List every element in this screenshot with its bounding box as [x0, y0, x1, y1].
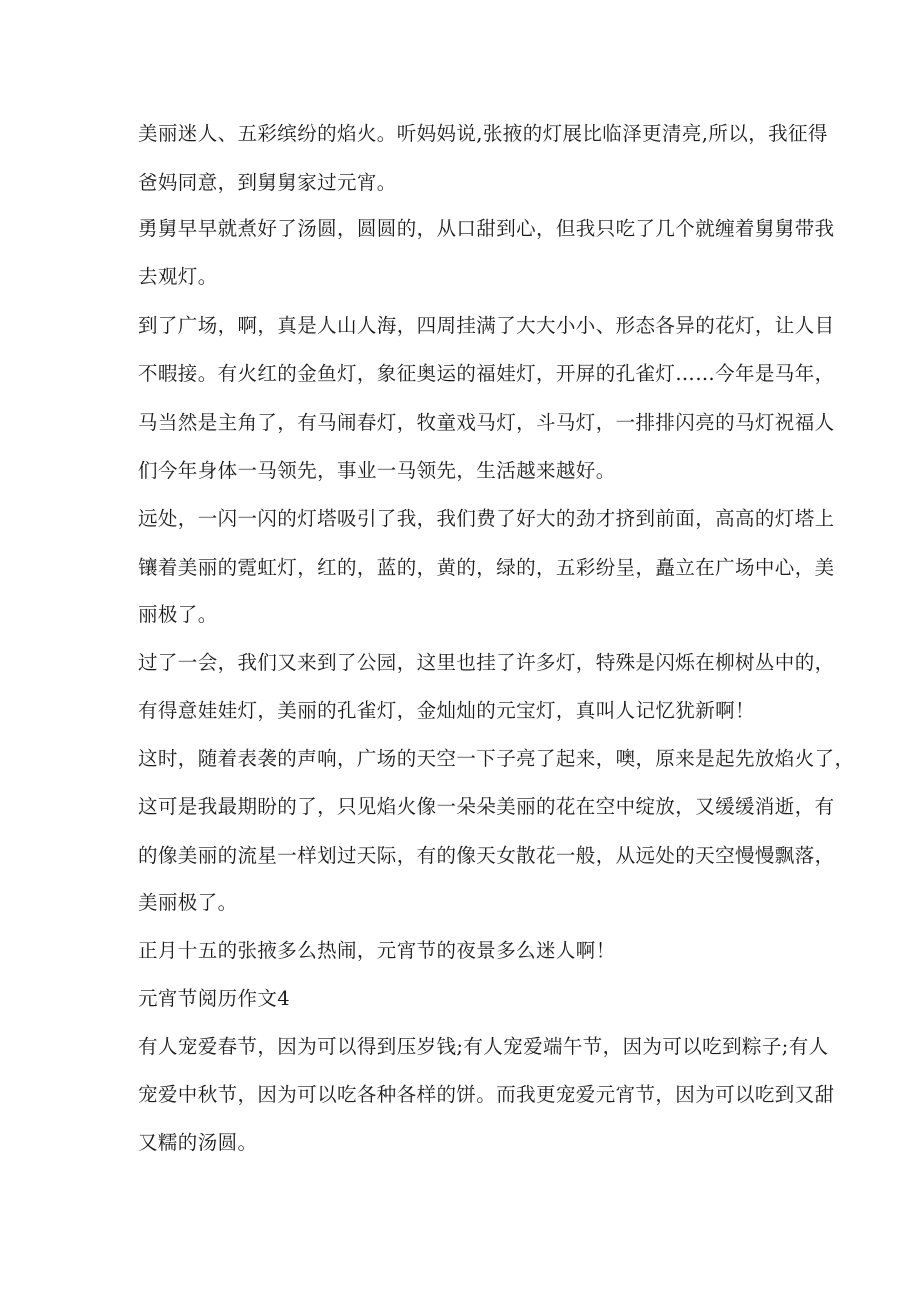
text-line: 美丽极了。 — [138, 891, 238, 914]
text-line: 爸妈同意，到舅舅家过元宵。 — [138, 171, 397, 194]
text-line: 马当然是主角了，有马闹春灯，牧童戏马灯，斗马灯，一排排闪亮的马灯祝福人 — [138, 411, 835, 434]
text-line: 不暇接。有火红的金鱼灯，象征奥运的福娃灯，开屏的孔雀灯……今年是马年， — [138, 362, 835, 385]
text-line: 这可是我最期盼的了，只见焰火像一朵朵美丽的花在空中绽放，又缓缓消逝，有 — [138, 795, 835, 818]
text-line: 勇舅早早就煮好了汤圆，圆圆的，从口甜到心，但我只吃了几个就缠着舅舅带我 — [138, 217, 835, 240]
text-line: 镶着美丽的霓虹灯，红的，蓝的，黄的，绿的，五彩纷呈，矗立在广场中心，美 — [138, 556, 835, 579]
text-line: 又糯的汤圆。 — [138, 1131, 258, 1154]
section-heading: 元宵节阅历作文4 — [138, 987, 291, 1010]
text-line: 有得意娃娃灯，美丽的孔雀灯，金灿灿的元宝灯，真叫人记忆犹新啊！ — [138, 699, 755, 722]
text-line: 宠爱中秋节，因为可以吃各种各样的饼。而我更宠爱元宵节，因为可以吃到又甜 — [138, 1083, 835, 1106]
text-line: 有人宠爱春节，因为可以得到压岁钱;有人宠爱端午节，因为可以吃到粽子;有人 — [138, 1035, 829, 1058]
text-line: 到了广场，啊，真是人山人海，四周挂满了大大小小、形态各异的花灯，让人目 — [138, 314, 835, 337]
text-line: 正月十五的张掖多么热闹，元宵节的夜景多么迷人啊！ — [138, 939, 616, 962]
text-line: 去观灯。 — [138, 265, 218, 288]
text-line: 美丽迷人、五彩缤纷的焰火。听妈妈说,张掖的灯展比临泽更清亮,所以，我征得 — [138, 122, 828, 145]
text-line: 们今年身体一马领先，事业一马领先，生活越来越好。 — [138, 459, 616, 482]
text-line: 远处，一闪一闪的灯塔吸引了我，我们费了好大的劲才挤到前面，高高的灯塔上 — [138, 507, 835, 530]
text-line: 这时，随着表袭的声响，广场的天空一下子亮了起来，噢，原来是起先放焰火了， — [138, 747, 855, 770]
text-line: 丽极了。 — [138, 603, 218, 626]
text-line: 的像美丽的流星一样划过天际，有的像天女散花一般，从远处的天空慢慢飘落， — [138, 844, 835, 867]
text-line: 过了一会，我们又来到了公园，这里也挂了许多灯，特殊是闪烁在柳树丛中的， — [138, 651, 835, 674]
